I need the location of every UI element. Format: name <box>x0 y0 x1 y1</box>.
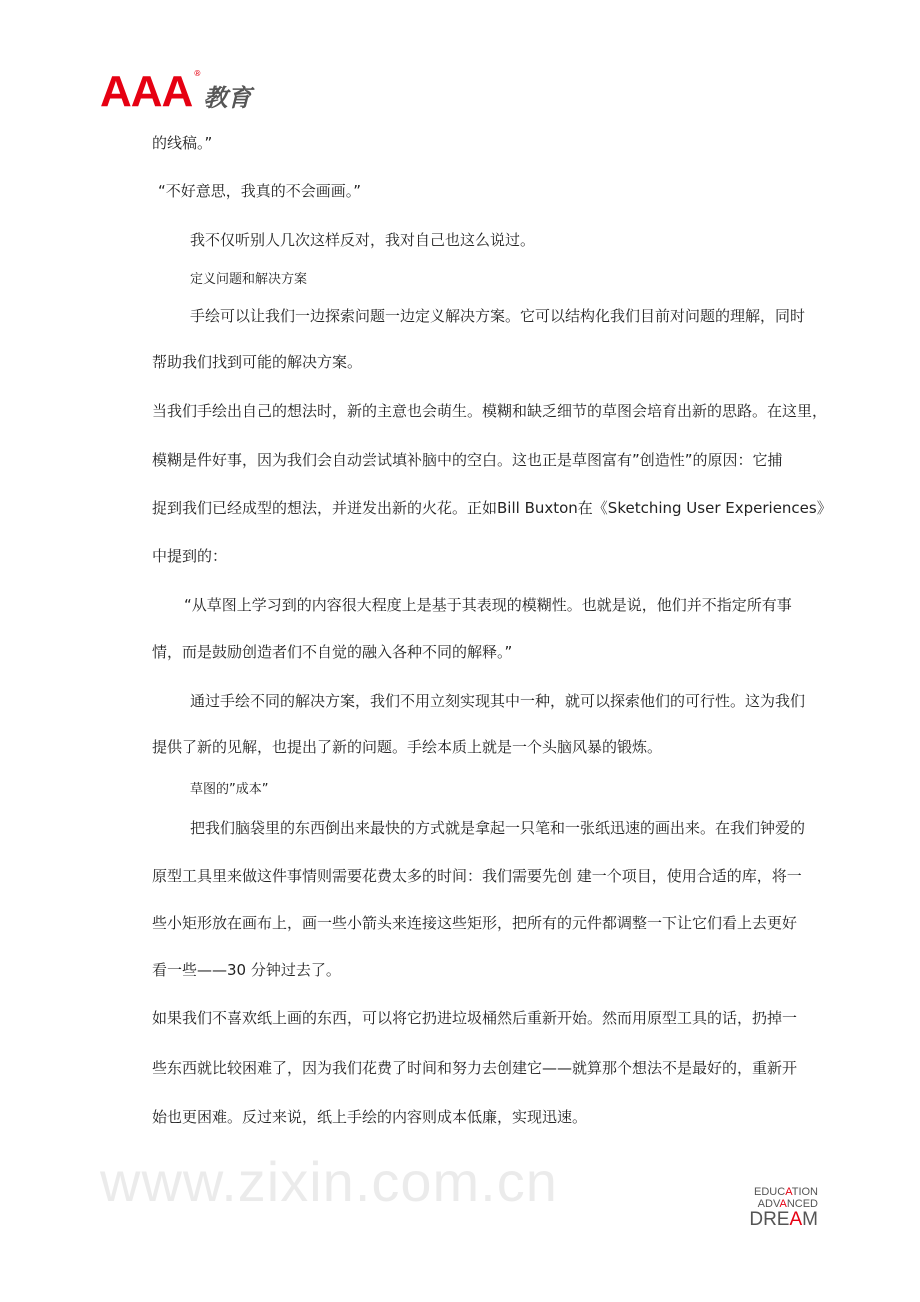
section-heading: 定义问题和解决方案 <box>190 272 308 287</box>
logo-registered: ® <box>193 69 202 78</box>
footer-accent: A <box>789 1209 803 1230</box>
quote-line: “从草图上学习到的内容很大程度上是基于其表现的模糊性。也就是说，他们并不指定所有事 <box>184 596 792 614</box>
paragraph-line: 手绘可以让我们一边探索问题一边定义解决方案。它可以结构化我们目前对问题的理解，同时 <box>190 307 806 325</box>
paragraph-line: 模糊是件好事，因为我们会自动尝试填补脑中的空白。这也正是草图富有”创造性”的原因：它捕 <box>152 451 783 469</box>
paragraph-line: 些东西就比较困难了，因为我们花费了时间和努力去创建它——就算那个想法不是最好的，重新开 <box>152 1059 798 1077</box>
paragraph-line: 帮助我们找到可能的解决方案。 <box>152 353 363 371</box>
footer-text: TION <box>791 1186 818 1198</box>
paragraph-line: 看一些——30 分钟过去了。 <box>152 961 341 979</box>
paragraph-line: 的线稿。” <box>152 134 213 152</box>
paragraph-line: 中提到的： <box>152 547 228 565</box>
footer-text: NCED <box>786 1198 818 1210</box>
paragraph-line: 些小矩形放在画布上，画一些小箭头来连接这些矩形，把所有的元件都调整一下让它们看上去更好 <box>152 914 798 932</box>
logo-cn: 教育 <box>203 83 252 112</box>
paragraph-line: 捉到我们已经成型的想法，并迸发出新的火花。正如Bill Buxton在《Sketching User Experiences》 <box>152 499 832 517</box>
paragraph-line: 通过手绘不同的解决方案，我们不用立刻实现其中一种，就可以探索他们的可行性。这为我们 <box>190 692 806 710</box>
footer-logo <box>748 1186 818 1230</box>
footer-accent: A <box>785 1186 792 1198</box>
footer-text: DRE <box>749 1209 790 1230</box>
logo-brand: AAA <box>100 67 193 116</box>
paragraph-line: 始也更困难。反过来说，纸上手绘的内容则成本低廉，实现迅速。 <box>152 1108 588 1126</box>
footer-accent: A <box>779 1198 787 1210</box>
paragraph-line: 把我们脑袋里的东西倒出来最快的方式就是拿起一只笔和一张纸迅速的画出来。在我们钟爱的 <box>190 819 806 837</box>
paragraph-line: 原型工具里来做这件事情则需要花费太多的时间：我们需要先创 建一个项目，使用合适的库，将一 <box>152 867 802 885</box>
footer-text: M <box>802 1209 818 1230</box>
paragraph-line: 如果我们不喜欢纸上画的东西，可以将它扔进垃圾桶然后重新开始。然而用原型工具的话，扔掉一 <box>152 1009 798 1027</box>
paragraph-line: 当我们手绘出自己的想法时，新的主意也会萌生。模糊和缺乏细节的草图会培育出新的思路。在这里， <box>152 402 828 420</box>
watermark: www.zixin.com.cn <box>100 1150 558 1213</box>
footer-text: EDUC <box>754 1186 786 1198</box>
aaa-education-logo <box>100 67 252 116</box>
paragraph-line: 提供了新的见解，也提出了新的问题。手绘本质上就是一个头脑风暴的锻炼。 <box>152 738 663 756</box>
paragraph-line: “不好意思，我真的不会画画。” <box>158 182 362 200</box>
quote-line: 情，而是鼓励创造者们不自觉的融入各种不同的解释。” <box>152 643 513 661</box>
paragraph-line: 我不仅听别人几次这样反对，我对自己也这么说过。 <box>190 231 536 249</box>
footer-text: ADV <box>757 1198 780 1210</box>
section-heading: 草图的”成本” <box>190 782 269 797</box>
